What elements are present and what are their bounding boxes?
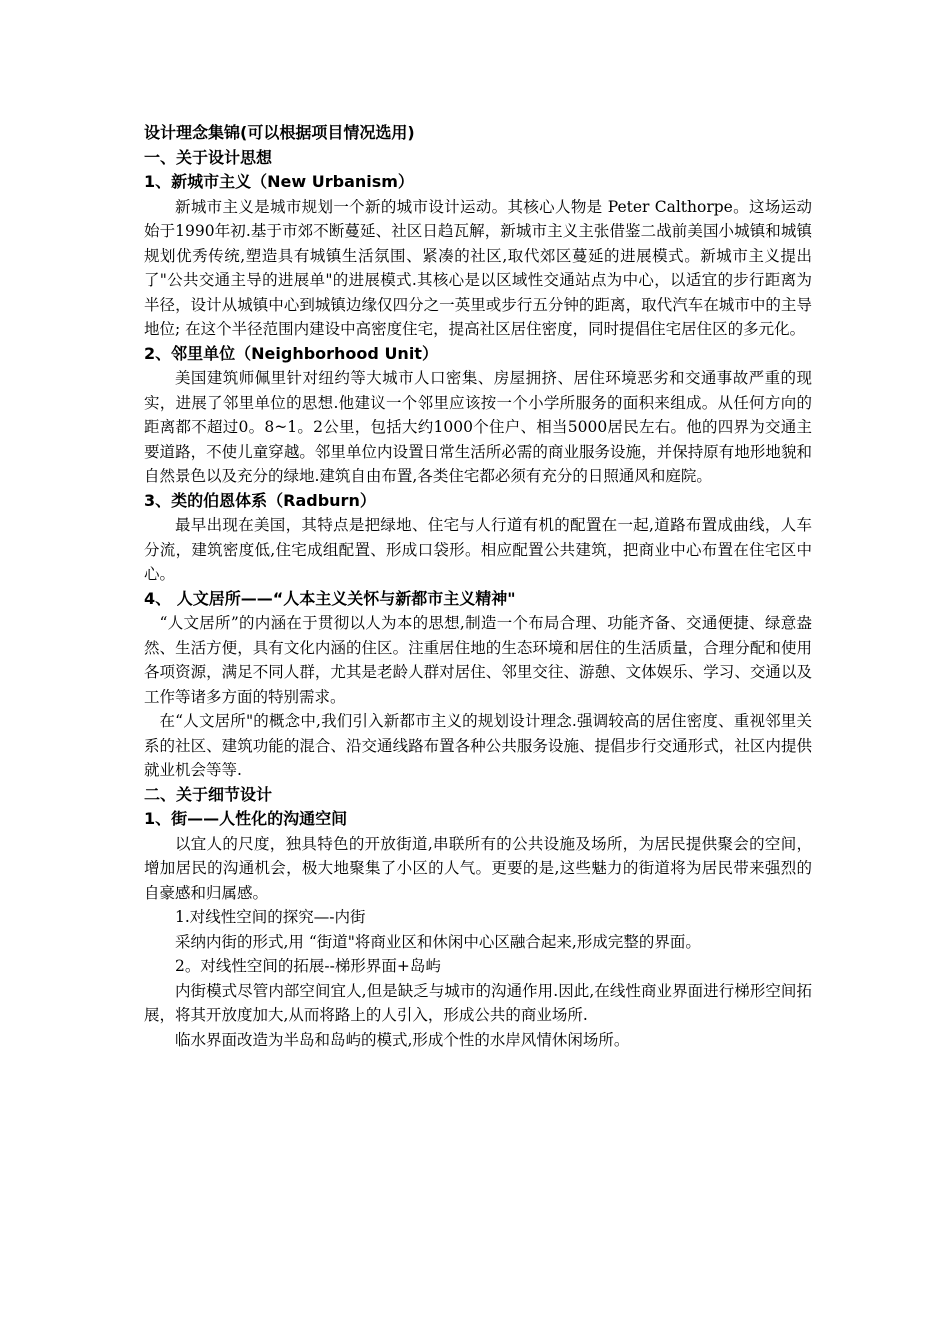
subsection-heading-street: 1、街——人性化的沟通空间 (144, 809, 348, 828)
paragraph-radburn: 最早出现在美国，其特点是把绿地、住宅与人行道有机的配置在一起,道路布置成曲线，人车分流，建筑密度低,住宅成组配置、形成口袋形。相应配置公共建筑，把商业中心布置在住宅区中心。 (144, 516, 812, 583)
subsection-heading-radburn: 3、类的伯恩体系（Radburn） (144, 490, 376, 510)
section-heading-detail-design: 二、关于细节设计 (144, 784, 273, 804)
paragraph-street-5: 内街模式尽管内部空间宜人,但是缺乏与城市的沟通作用.因此,在线性商业界面进行梯形空间拓展，将其开放度加大,从而将路上的人引入，形成公共的商业场所. (144, 981, 812, 1024)
paragraph-humanistic-residence-1: “人文居所”的内涵在于贯彻以人为本的思想,制造一个布局合理、功能齐备、交通便捷、绿意盎然、生活方便，具有文化内涵的住区。注重居住地的生态环境和居住的生活质量，合理分配和使用各项资源，满足不同人群，尤其是老龄人群对居住、邻里交往、游憩、文体娱乐、学习、交通以及工作等诸多方面的特别需求。 (144, 614, 812, 706)
subsection-heading-humanistic-residence: 4、 人文居所——“人本主义关怀与新都市主义精神" (144, 588, 516, 608)
paragraph-street-6: 临水界面改造为半岛和岛屿的模式,形成个性的水岸风情休闲场所。 (175, 1030, 630, 1049)
subsection-heading-neighborhood-unit: 2、邻里单位（Neighborhood Unit） (144, 343, 438, 363)
paragraph-street-1: 以宜人的尺度，独具特色的开放街道,串联所有的公共设施及场所，为居民提供聚会的空间，增加居民的沟通机会，极大地聚集了小区的人气。更要的是,这些魅力的街道将为居民带来强烈的自豪感和归属感。 (144, 834, 812, 902)
document-page (144, 121, 812, 1052)
paragraph-new-urbanism: 新城市主义是城市规划一个新的城市设计运动。其核心人物是 Peter Calthorpe。这场运动始于1990年初.基于市郊不断蔓延、社区日趋瓦解，新城市主义主张借鉴二战前美国小城镇和城镇规划优秀传统,塑造具有城镇生活氛围、紧凑的社区,取代郊区蔓延的进展模式。新城市主义提出了"公共交通主导的进展单"的进展模式.其核心是以区域性交通站点为中心，以适宜的步行距离为半径，设计从城镇中心到城镇边缘仅四分之一英里或步行五分钟的距离，取代汽车在城市中的主导地位; 在这个半径范围内建设中高密度住宅，提高社区居住密度，同时提倡住宅居住区的多元化。 (144, 197, 812, 338)
paragraph-street-3: 采纳内街的形式,用 “街道"将商业区和休闲中心区融合起来,形成完整的界面。 (175, 932, 701, 951)
paragraph-street-4: 2。对线性空间的拓展--梯形界面+岛屿 (175, 957, 441, 975)
document-title: 设计理念集锦(可以根据项目情况选用) (144, 123, 415, 142)
paragraph-street-2: 1.对线性空间的探究—-内街 (175, 908, 366, 926)
paragraph-neighborhood-unit: 美国建筑师佩里针对纽约等大城市人口密集、房屋拥挤、居住环境恶劣和交通事故严重的现实，进展了邻里单位的思想.他建议一个邻里应该按一个小学所服务的面积来组成。从任何方向的距离都不超过0。8~1。2公里，包括大约1000个住户、相当5000居民左右。他的四界为交通主要道路，不使儿童穿越。邻里单位内设置日常生活所必需的商业服务设施，并保持原有地形地貌和自然景色以及充分的绿地.建筑自由布置,各类住宅都必须有充分的日照通风和庭院。 (144, 369, 812, 485)
paragraph-humanistic-residence-2: 在“人文居所"的概念中,我们引入新都市主义的规划设计理念.强调较高的居住密度、重视邻里关系的社区、建筑功能的混合、沿交通线路布置各种公共服务设施、提倡步行交通形式，社区内提供就业机会等等. (144, 712, 812, 779)
section-heading-design-thought: 一、关于设计思想 (144, 147, 273, 167)
subsection-heading-new-urbanism: 1、新城市主义（New Urbanism） (144, 172, 414, 191)
